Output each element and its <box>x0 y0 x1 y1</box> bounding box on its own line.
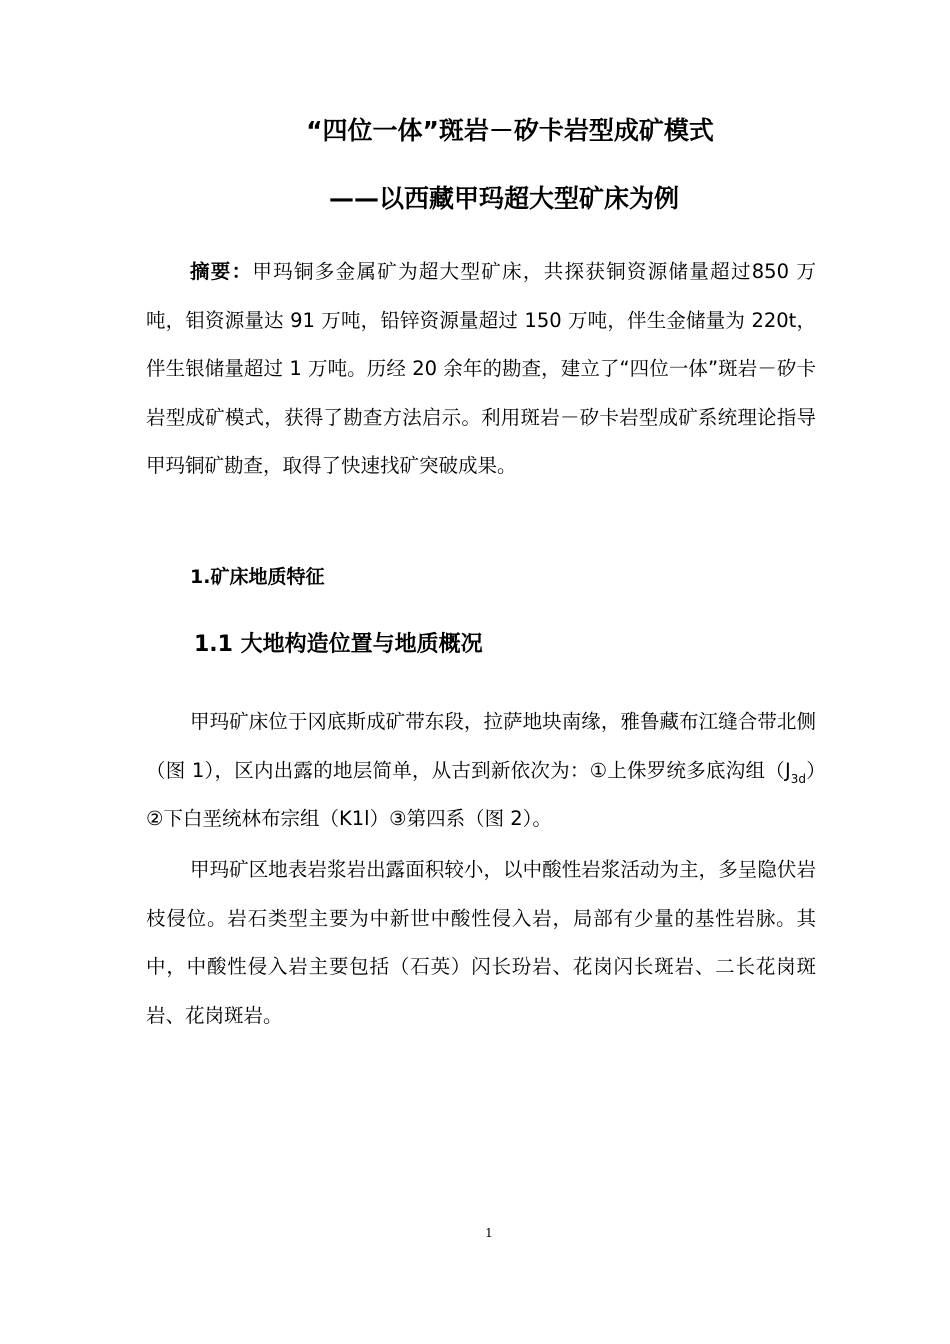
document-title: “四位一体”斑岩－矽卡岩型成矿模式 <box>306 116 714 145</box>
abstract-text: 甲玛铜多金属矿为超大型矿床，共探获铜资源储量超过850 万吨，钼资源量达 91 万吨，铅锌资源量超过 150 万吨，伴生金储量为 220t，伴生银储量超过 1 万吨。历经 20 余年的勘查，建立了“四位一体”斑岩－矽卡岩型成矿模式，获得了勘查方法启示。利用斑岩－矽卡岩型成矿系统理论指导甲玛铜矿勘查，取得了快速找矿突破成果。 <box>146 260 816 477</box>
body-paragraph-2: 甲玛矿区地表岩浆岩出露面积较小，以中酸性岩浆活动为主，多呈隐伏岩枝侵位。岩石类型主要为中新世中酸性侵入岩，局部有少量的基性岩脉。其中，中酸性侵入岩主要包括（石英）闪长玢岩、花岗闪长斑岩、二长花岗斑岩、花岗斑岩。 <box>146 858 816 1027</box>
page-number: 1 <box>485 1226 493 1240</box>
document-subtitle: ——以西藏甲玛超大型矿床为例 <box>328 184 679 213</box>
body-paragraph-1 <box>146 698 816 844</box>
subscript-text: 3d <box>790 771 806 786</box>
abstract-label: 摘要： <box>190 260 253 283</box>
paragraph-text: ）②下白垩统林布宗组（K1l）③第四系（图 2）。 <box>146 758 816 830</box>
abstract-paragraph <box>146 248 816 491</box>
paragraph-text: 甲玛矿床位于冈底斯成矿带东段，拉萨地块南缘，雅鲁藏布江缝合带北侧（图 1），区内出露的地层简单，从古到新依次为：①上侏罗统多底沟组（J <box>146 710 816 782</box>
section-heading-1: 1.矿床地质特征 <box>190 566 325 588</box>
section-heading-1-1: 1.1 大地构造位置与地质概况 <box>194 632 483 657</box>
